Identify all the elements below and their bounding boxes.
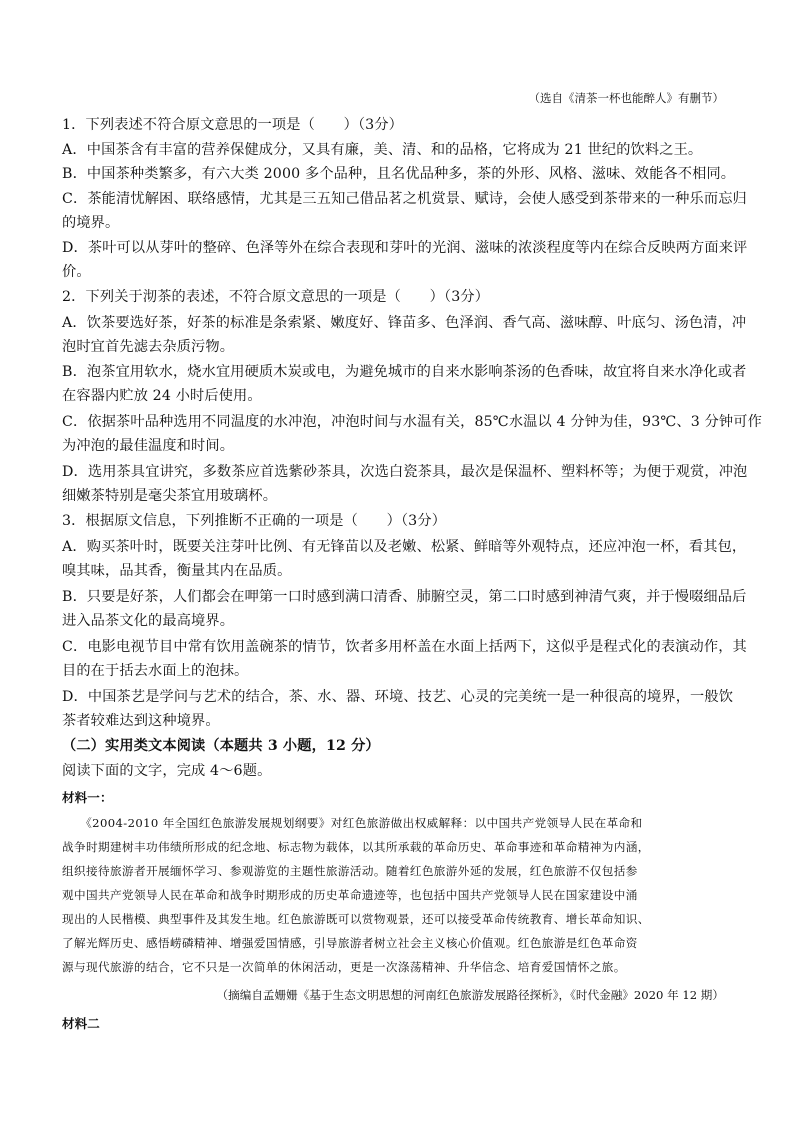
question-2-option-c-cont: 为冲泡的最佳温度和时间。: [62, 438, 235, 454]
question-3-option-b-cont: 进入品茶文化的最高境界。: [62, 613, 235, 629]
question-1-stem: 1．下列表述不符合原文意思的一项是（ ）（3分）: [62, 117, 404, 133]
question-3-option-c-cont: 目的在于括去水面上的泡抹。: [62, 663, 249, 679]
question-3-option-b: B．只要是好茶，人们都会在呷第一口时感到满口清香、肺腑空灵，第二口时感到神清气爽，并于慢啜细品后: [62, 589, 747, 605]
question-2-option-b-cont: 在容器内贮放 24 小时后使用。: [62, 388, 262, 404]
question-3-option-a: A．购买茶叶时，既要关注芽叶比例、有无锋苗以及老嫩、松紧、鲜暗等外观特点，还应冲泡一杯，看其包，: [62, 539, 747, 555]
material-1-line: 《2004-2010 年全国红色旅游发展规划纲要》对红色旅游做出权威解释：以中国共产党领导人民在革命和: [62, 816, 643, 830]
question-1-option-c-cont: 的境界。: [62, 215, 120, 231]
material-1-line: 组织接待旅游者开展缅怀学习、参观游览的主题性旅游活动。随着红色旅游外延的发展，红色旅游不仅包括参: [62, 864, 638, 878]
material-1-line: 观中国共产党领导人民在革命和战争时期形成的历史革命遗迹等，也包括中国共产党领导人民在国家建设中涌: [62, 888, 638, 902]
material-1-label: 材料一：: [62, 790, 113, 805]
question-3-option-a-cont: 嗅其味，品其香，衡量其内在品质。: [62, 563, 292, 579]
question-3-option-d: D．中国茶艺是学问与艺术的结合，茶、水、器、环境、技艺、心灵的完美统一是一种很高的境界，一般饮: [62, 689, 734, 705]
question-2-option-d-cont: 细嫩茶特别是毫尖茶宜用玻璃杯。: [62, 488, 278, 504]
question-2-option-a: A．饮茶要选好茶，好茶的标准是条索紧、嫩度好、锋苗多、色泽润、香气高、滋味醇、叶底匀、汤色清，冲: [62, 315, 747, 331]
material-2-label: 材料二: [62, 1016, 100, 1031]
question-3-option-c: C．电影电视节目中常有饮用盖碗茶的情节，饮者多用杯盖在水面上括两下，这似乎是程式化的表演动作，其: [62, 639, 747, 655]
question-2-option-b: B．泡茶宜用软水，烧水宜用硬质木炭或电，为避免城市的自来水影响茶汤的色香味，故宜将自来水净化或者: [62, 364, 747, 380]
question-2-option-a-cont: 泡时宜首先滤去杂质污物。: [62, 339, 235, 355]
question-1-option-d: D．茶叶可以从芽叶的整碎、色泽等外在综合表现和芽叶的光润、滋味的浓淡程度等内在综合反映两方面来评: [62, 240, 748, 256]
question-3-option-d-cont: 茶者较难达到这种境界。: [62, 713, 220, 729]
question-2-option-d: D．选用茶具宜讲究，多数茶应首选紫砂茶具，次选白瓷茶具，最次是保温杯、塑料杯等；为便于观赏，冲泡: [62, 464, 748, 480]
material-1-line: 战争时期建树丰功伟绩所形成的纪念地、标志物为载体，以其所承载的革命历史、革命事迹和革命精神为内涵，: [62, 840, 650, 854]
material-1-line: 源与现代旅游的结合，它不只是一次简单的休闲活动，更是一次涤荡精神、升华信念、培育爱国情怀之旅。: [62, 960, 626, 974]
question-3-stem: 3．根据原文信息，下列推断不正确的一项是（ ）（3分）: [62, 513, 447, 529]
question-2-option-c: C．依据茶叶品种选用不同温度的水冲泡，冲泡时间与水温有关，85℃水温以 4 分钟为佳，93℃、3 分钟可作: [62, 414, 762, 430]
question-1-option-d-cont: 价。: [62, 264, 91, 280]
material-1-line: 了解光辉历史、感悟崂磷精神、增强爱国情感，引导旅游者树立社会主义核心价值观。红色旅游是红色革命资: [62, 936, 638, 950]
section-2-instruction: 阅读下面的文字，完成 4～6题。: [62, 763, 272, 779]
section-2-heading: （二）实用类文本阅读（本题共 3 小题，12 分）: [62, 738, 380, 754]
material-1-source: （摘编自孟姗姗《基于生态文明思想的河南红色旅游发展路径探析》，《时代金融》2020 年 12 期）: [216, 988, 724, 1002]
question-1-option-a: A．中国茶含有丰富的营养保健成分，又具有廉，美、清、和的品格，它将成为 21 世纪的饮料之王。: [62, 142, 703, 158]
question-2-stem: 2．下列关于沏茶的表述，不符合原文意思的一项是（ ）（3分）: [62, 289, 490, 305]
question-1-option-c: C．茶能清忧解困、联络感情，尤其是三五知己借品茗之机赏景、赋诗，会使人感受到茶带来的一种乐而忘归: [62, 191, 747, 207]
source-note: （选自《清茶一杯也能醉人》有删节）: [528, 91, 724, 105]
question-1-option-b: B．中国茶种类繁多，有六大类 2000 多个品种，且名优品种多，茶的外形、风格、滋味、效能各不相同。: [62, 166, 736, 182]
material-1-line: 现出的人民楷模、典型事件及其发生地。红色旅游既可以赏物观景，还可以接受革命传统教育、增长革命知识、: [62, 912, 650, 926]
